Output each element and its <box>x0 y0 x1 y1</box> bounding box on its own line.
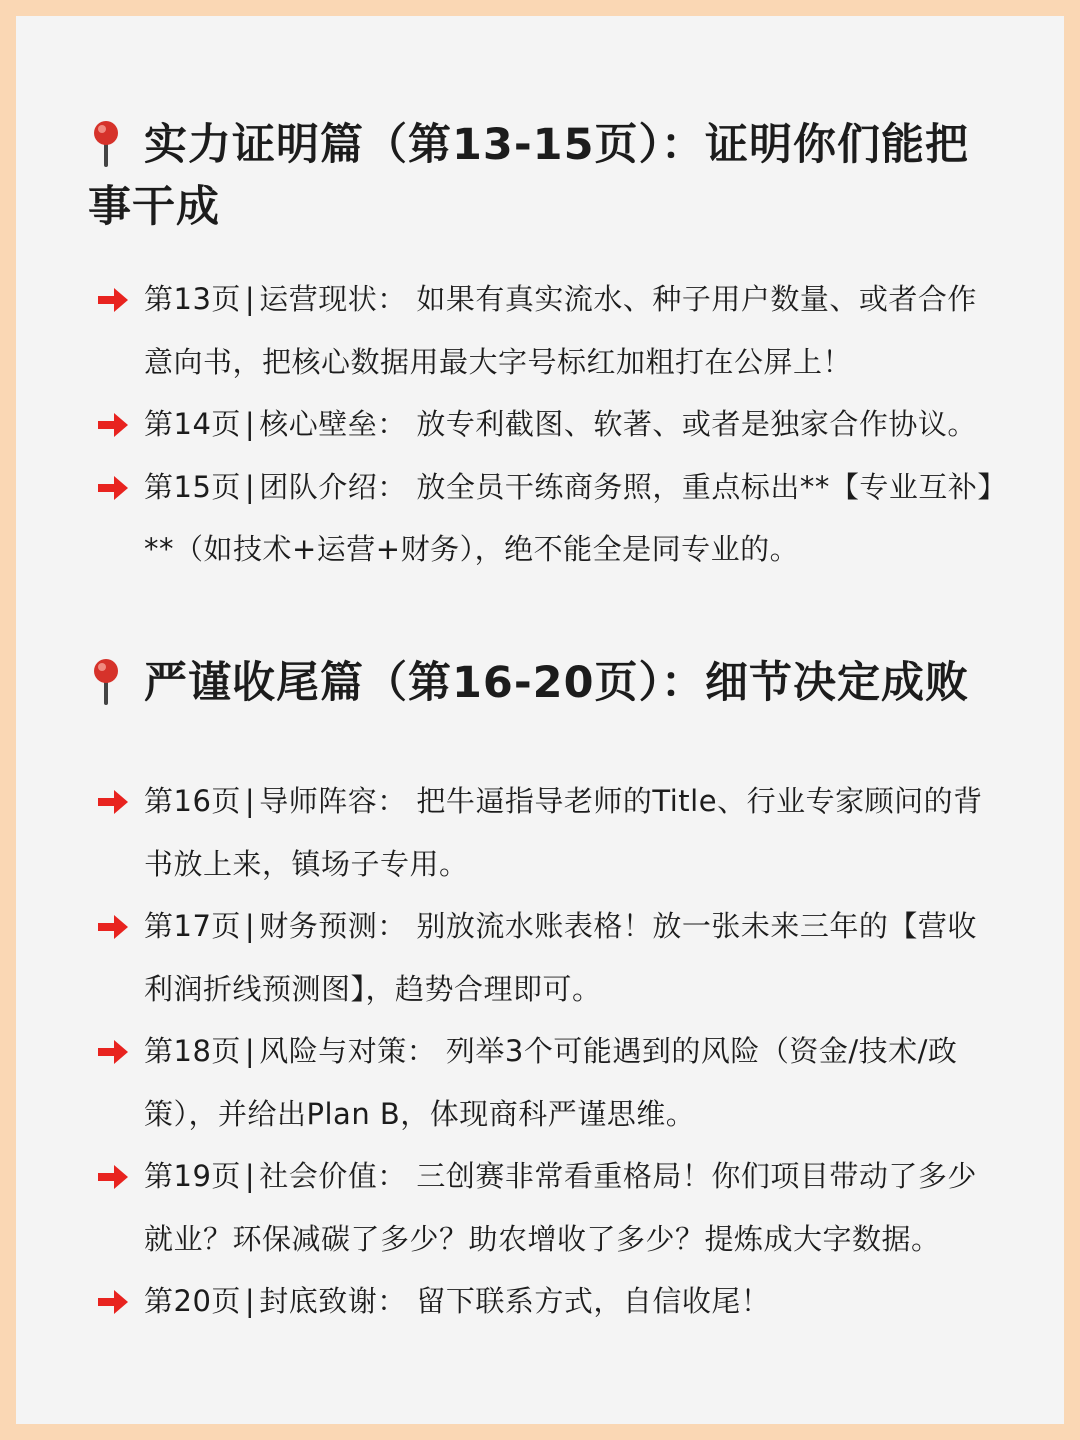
item-topic: 导师阵容： <box>259 784 407 818</box>
item-page: 第15页 <box>144 469 241 504</box>
item-page: 第18页 <box>144 1034 241 1068</box>
section-title: 实力证明篇（第13-15页）：证明你们能把事干成 <box>88 120 970 232</box>
red-arrow-icon <box>96 913 130 941</box>
red-arrow-icon <box>96 1163 130 1191</box>
section-proof <box>16 114 1064 581</box>
item-topic: 财务预测： <box>259 909 407 943</box>
item-list <box>16 770 1064 1333</box>
item-page: 第13页 <box>144 282 241 316</box>
item-topic: 团队介绍： <box>259 469 407 504</box>
list-item: 第16页 | 导师阵容： 把牛逼指导老师的Title、行业专家顾问的背书放上来，镇场子专用。 <box>16 770 1004 895</box>
red-arrow-icon <box>96 286 130 314</box>
list-item: 第13页 | 运营现状： 如果有真实流水、种子用户数量、或者合作意向书，把核心数据用最大字号标红加粗打在公屏上！ <box>16 268 1004 393</box>
item-topic: 封底致谢： <box>259 1284 407 1318</box>
item-text: 留下联系方式，自信收尾！ <box>416 1284 771 1318</box>
item-page: 第20页 <box>144 1284 241 1318</box>
section-heading <box>88 652 988 714</box>
content-card <box>16 16 1064 1424</box>
item-page: 第14页 <box>144 407 241 441</box>
item-topic: 核心壁垒： <box>259 407 407 441</box>
item-text: 别放流水账表格！放一张未来三年的【营收利润折线预测图】，趋势合理即可。 <box>144 909 977 1006</box>
list-item: 第14页 | 核心壁垒： 放专利截图、软著、或者是独家合作协议。 <box>16 393 1004 456</box>
item-text: 把牛逼指导老师的Title、行业专家顾问的背书放上来，镇场子专用。 <box>144 784 983 881</box>
item-topic: 社会价值： <box>259 1159 407 1193</box>
red-arrow-icon <box>96 1038 130 1066</box>
item-text: 如果有真实流水、种子用户数量、或者合作意向书，把核心数据用最大字号标红加粗打在公屏上！ <box>144 282 977 379</box>
section-title: 严谨收尾篇（第16-20页）：细节决定成败 <box>144 658 970 708</box>
list-item: 第19页 | 社会价值： 三创赛非常看重格局！你们项目带动了多少就业？环保减碳了多少？助农增收了多少？提炼成大字数据。 <box>16 1145 1004 1270</box>
section-heading <box>88 114 988 238</box>
pushpin-icon <box>88 119 124 167</box>
list-item: 第18页 | 风险与对策： 列举3个可能遇到的风险（资金/技术/政策），并给出Plan B，体现商科严谨思维。 <box>16 1020 1004 1145</box>
item-list <box>16 268 1064 581</box>
item-text: 放专利截图、软著、或者是独家合作协议。 <box>416 407 977 441</box>
red-arrow-icon <box>96 1288 130 1316</box>
red-arrow-icon <box>96 474 130 502</box>
pushpin-icon <box>88 657 124 705</box>
item-topic: 运营现状： <box>259 282 407 316</box>
list-item: 第15页 | 团队介绍： 放全员干练商务照，重点标出**【专业互补】**（如技术+运营+财务），绝不能全是同专业的。 <box>16 456 1004 581</box>
item-text: 列举3个可能遇到的风险（资金/技术/政策），并给出Plan B，体现商科严谨思维。 <box>144 1034 958 1131</box>
list-item: 第20页 | 封底致谢： 留下联系方式，自信收尾！ <box>16 1270 1004 1333</box>
item-page: 第16页 <box>144 784 241 818</box>
item-page: 第19页 <box>144 1159 241 1193</box>
red-arrow-icon <box>96 411 130 439</box>
item-text: 三创赛非常看重格局！你们项目带动了多少就业？环保减碳了多少？助农增收了多少？提炼成大字数据。 <box>144 1159 977 1256</box>
red-arrow-icon <box>96 788 130 816</box>
item-text: 放全员干练商务照，重点标出**【专业互补】**（如技术+运营+财务），绝不能全是同专业的。 <box>144 469 993 566</box>
section-closing <box>16 652 1064 1333</box>
item-topic: 风险与对策： <box>259 1034 437 1068</box>
list-item: 第17页 | 财务预测： 别放流水账表格！放一张未来三年的【营收利润折线预测图】，趋势合理即可。 <box>16 895 1004 1020</box>
item-page: 第17页 <box>144 909 241 943</box>
